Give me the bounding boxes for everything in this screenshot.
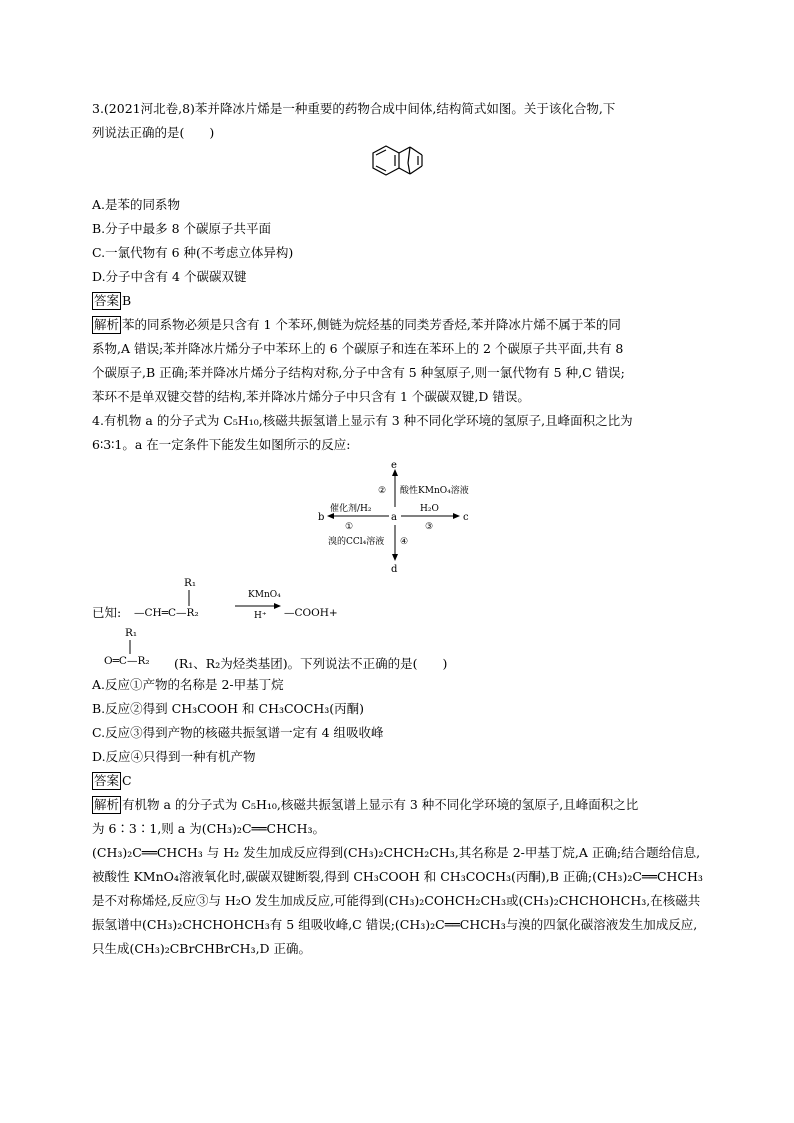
benzonorbornene-structure xyxy=(362,143,432,189)
q4-analysis-line-3: (CH₃)₂C══CHCH₃ 与 H₂ 发生加成反应得到(CH₃)₂CHCH₂CH₃,其名称是 2-甲基丁烷,A 正确;结合题给信息, xyxy=(92,845,701,860)
q3-option-a: A.是苯的同系物 xyxy=(92,197,181,212)
q3-option-d: D.分子中含有 4 个碳碳双键 xyxy=(92,269,247,284)
q3-analysis-line-1 xyxy=(92,316,621,334)
known-label: 已知: xyxy=(92,605,122,620)
q4-prompt-line-2: 6∶3∶1。a 在一定条件下能发生如图所示的反应: xyxy=(92,437,351,452)
q4-analysis-line-6: 振氢谱中(CH₃)₂CHCHOHCH₃有 5 组吸收峰,C 错误;(CH₃)₂C══CHCH₃与溴的四氯化碳溶液发生加成反应, xyxy=(92,917,698,932)
q3-prompt-line-2: 列说法正确的是( ) xyxy=(92,125,215,140)
q3-answer-value: B xyxy=(122,293,132,308)
q4-analysis-line-4: 被酸性 KMnO₄溶液氧化时,碳碳双键断裂,得到 CH₃COOH 和 CH₃COCH₃(丙酮),B 正确;(CH₃)₂C══CHCH₃ xyxy=(92,869,703,884)
ketone-formula: O═C—R₂ xyxy=(104,655,150,667)
scheme-num-3: ③ xyxy=(425,522,434,532)
known-reaction xyxy=(132,574,352,624)
scheme-num-2: ② xyxy=(378,486,387,496)
scheme-node-c: c xyxy=(463,512,469,523)
q4-analysis-line-1 xyxy=(92,796,638,814)
q3-prompt-line-1: 3.(2021河北卷,8)苯并降冰片烯是一种重要的药物合成中间体,结构简式如图。关于该化合物,下 xyxy=(92,101,616,116)
q4-analysis-line-7: 只生成(CH₃)₂CBrCHBrCH₃,D 正确。 xyxy=(92,941,312,956)
scheme-node-d: d xyxy=(391,564,398,575)
q3-analysis-label: 解析 xyxy=(94,317,120,332)
known-r1: R₁ xyxy=(184,577,197,589)
q4-answer xyxy=(92,772,132,790)
scheme-reagent-right: H₂O xyxy=(420,504,439,514)
scheme-node-e: e xyxy=(391,460,397,471)
q4-option-c: C.反应③得到产物的核磁共振氢谱一定有 4 组吸收峰 xyxy=(92,725,384,740)
known-product: —COOH+ xyxy=(284,607,338,619)
q3-answer-label: 答案 xyxy=(94,293,120,308)
known-note: (R₁、R₂为烃类基团)。下列说法不正确的是( ) xyxy=(174,656,448,671)
q4-answer-label: 答案 xyxy=(94,773,120,788)
q4-analysis-text-1: 有机物 a 的分子式为 C₅H₁₀,核磁共振氢谱上显示有 3 种不同化学环境的氢原子,且峰面积之比 xyxy=(122,797,639,812)
q3-analysis-line-2: 系物,A 错误;苯并降冰片烯分子中苯环上的 6 个碳原子和连在苯环上的 2 个碳原子共平面,共有 8 xyxy=(92,341,624,356)
scheme-num-1: ① xyxy=(345,522,354,532)
known-reagent-bottom: H⁺ xyxy=(254,611,267,621)
scheme-node-a: a xyxy=(391,512,397,523)
q4-option-a: A.反应①产物的名称是 2-甲基丁烷 xyxy=(92,677,284,692)
q4-option-b: B.反应②得到 CH₃COOH 和 CH₃COCH₃(丙酮) xyxy=(92,701,365,716)
q3-analysis-line-3: 个碳原子,B 正确;苯并降冰片烯分子结构对称,分子中含有 5 种氢原子,则一氯代物有 5 种,C 错误; xyxy=(92,365,625,380)
ketone-r1: R₁ xyxy=(125,627,138,639)
q3-option-c: C.一氯代物有 6 种(不考虑立体异构) xyxy=(92,245,294,260)
q4-analysis-label: 解析 xyxy=(94,797,120,812)
q3-answer xyxy=(92,292,131,310)
q4-analysis-line-2: 为 6∶3∶1,则 a 为(CH₃)₂C══CHCH₃。 xyxy=(92,821,326,836)
q4-analysis-line-5: 是不对称烯烃,反应③与 H₂O 发生加成反应,可能得到(CH₃)₂COHCH₂CH₃或(CH₃)₂CHCHOHCH₃,在核磁共 xyxy=(92,893,701,908)
q4-answer-value: C xyxy=(122,773,132,788)
reaction-scheme xyxy=(310,458,490,573)
scheme-node-b: b xyxy=(318,512,325,523)
q3-option-b: B.分子中最多 8 个碳原子共平面 xyxy=(92,221,272,236)
scheme-reagent-left: 催化剂/H₂ xyxy=(330,504,372,514)
q4-option-d: D.反应④只得到一种有机产物 xyxy=(92,749,256,764)
q3-analysis-line-4: 苯环不是单双键交替的结构,苯并降冰片烯分子中只含有 1 个碳碳双键,D 错误。 xyxy=(92,389,530,404)
known-reagent-top: KMnO₄ xyxy=(248,590,281,600)
known-alkene: —CH═C—R₂ xyxy=(134,607,199,619)
scheme-reagent-bottom: 溴的CCl₄溶液 xyxy=(328,537,385,547)
scheme-reagent-top: 酸性KMnO₄溶液 xyxy=(400,486,469,496)
known-ketone xyxy=(102,626,182,668)
q4-prompt-line-1: 4.有机物 a 的分子式为 C₅H₁₀,核磁共振氢谱上显示有 3 种不同化学环境的氢原子,且峰面积之比为 xyxy=(92,413,633,428)
q3-analysis-text-1: 苯的同系物必须是只含有 1 个苯环,侧链为烷烃基的同类芳香烃,苯并降冰片烯不属于苯的同 xyxy=(122,317,621,332)
scheme-num-4: ④ xyxy=(400,537,409,547)
